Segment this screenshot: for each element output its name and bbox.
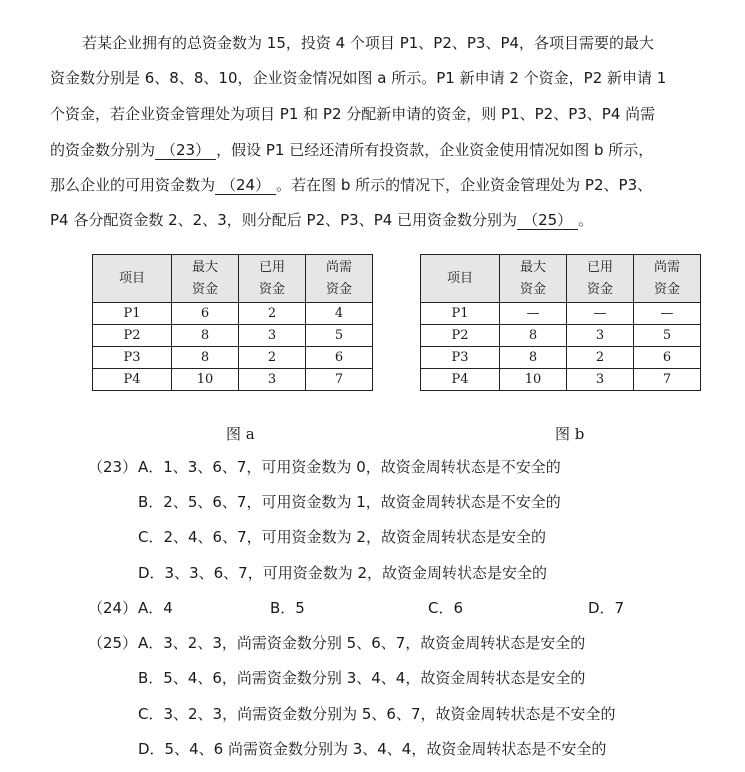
table-cell: 10 xyxy=(172,369,239,391)
table-cell: 6 xyxy=(306,347,373,369)
question-line-4 xyxy=(50,139,653,161)
table-cell: 3 xyxy=(239,325,306,347)
q24-option-a[interactable]: A．4 xyxy=(138,599,173,617)
q25-option-b[interactable]: B．5、4、6，尚需资金数分别 3、4、4，故资金周转状态是安全的 xyxy=(138,669,586,687)
table-row xyxy=(421,325,701,347)
header-used: 已用 资金 xyxy=(239,255,306,303)
question-line-6 xyxy=(50,209,593,231)
table-row xyxy=(421,369,701,391)
header-need: 尚需 资金 xyxy=(634,255,701,303)
q25-option-a[interactable]: A．3、2、3，尚需资金数分别 5、6、7，故资金周转状态是安全的 xyxy=(138,634,586,652)
table-cell: 2 xyxy=(567,347,634,369)
table-cell: P4 xyxy=(421,369,500,391)
table-cell: P3 xyxy=(93,347,172,369)
table-row xyxy=(93,369,373,391)
q23-option-c[interactable]: C．2、4、6、7，可用资金数为 2，故资金周转状态是安全的 xyxy=(138,528,546,546)
q23-option-b[interactable]: B．2、5、6、7，可用资金数为 1，故资金周转状态是不安全的 xyxy=(138,493,561,511)
table-cell: P1 xyxy=(93,303,172,325)
table-cell: 8 xyxy=(172,347,239,369)
blank-23: （23） xyxy=(155,141,216,160)
table-cell: P1 xyxy=(421,303,500,325)
line-4-text-start: 的资金数分别为 xyxy=(50,141,156,159)
table-row xyxy=(421,347,701,369)
question-line-3: 个资金，若企业资金管理处为项目 P1 和 P2 分配新申请的资金，则 P1、P2、P3、P4 尚需 xyxy=(50,105,656,123)
header-max: 最大 资金 xyxy=(172,255,239,303)
table-cell: — xyxy=(500,303,567,325)
table-cell: 3 xyxy=(567,369,634,391)
q24-number: （24） xyxy=(88,599,138,617)
header-project: 项目 xyxy=(421,255,500,303)
line-4-text-end: ，假设 P1 已经还清所有投资款，企业资金使用情况如图 b 所示， xyxy=(216,141,654,159)
line-5-text-end: 。若在图 b 所示的情况下，企业资金管理处为 P2、P3、 xyxy=(276,176,653,194)
caption-b: 图 b xyxy=(555,425,585,443)
table-a-header xyxy=(93,255,373,303)
q24-option-c[interactable]: C．6 xyxy=(428,599,464,617)
caption-a: 图 a xyxy=(226,425,255,443)
table-cell: 10 xyxy=(500,369,567,391)
table-cell: 4 xyxy=(306,303,373,325)
table-cell: P4 xyxy=(93,369,172,391)
table-cell: 7 xyxy=(306,369,373,391)
table-cell: 6 xyxy=(634,347,701,369)
table-row xyxy=(421,303,701,325)
question-line-5 xyxy=(50,174,652,196)
table-cell: 5 xyxy=(634,325,701,347)
q24-option-b[interactable]: B．5 xyxy=(270,599,305,617)
header-project: 项目 xyxy=(93,255,172,303)
question-line-2: 资金数分别是 6、8、8、10，企业资金情况如图 a 所示。P1 新申请 2 个资金，P2 新申请 1 xyxy=(50,69,667,87)
table-cell: 7 xyxy=(634,369,701,391)
q25-number: （25） xyxy=(88,634,138,652)
q25-option-d[interactable]: D．5、4、6 尚需资金数分别为 3、4、4，故资金周转状态是不安全的 xyxy=(138,740,607,758)
table-cell: 2 xyxy=(239,347,306,369)
table-cell: 3 xyxy=(239,369,306,391)
table-cell: 8 xyxy=(500,325,567,347)
table-row xyxy=(93,347,373,369)
header-max: 最大 资金 xyxy=(500,255,567,303)
table-row xyxy=(93,325,373,347)
table-cell: 2 xyxy=(239,303,306,325)
table-cell: P2 xyxy=(93,325,172,347)
table-cell: 8 xyxy=(172,325,239,347)
header-used: 已用 资金 xyxy=(567,255,634,303)
table-cell: 3 xyxy=(567,325,634,347)
table-row xyxy=(93,303,373,325)
table-a xyxy=(92,254,373,391)
line-6-text-start: P4 各分配资金数 2、2、3，则分配后 P2、P3、P4 已用资金数分别为 xyxy=(50,211,518,229)
blank-25: （25） xyxy=(517,211,578,230)
table-b-header xyxy=(421,255,701,303)
table-cell: — xyxy=(567,303,634,325)
table-cell: P3 xyxy=(421,347,500,369)
q24-option-d[interactable]: D．7 xyxy=(588,599,625,617)
q23-option-a[interactable]: A．1、3、6、7，可用资金数为 0，故资金周转状态是不安全的 xyxy=(138,458,561,476)
table-cell: — xyxy=(634,303,701,325)
q25-option-c[interactable]: C．3、2、3，尚需资金数分别为 5、6、7，故资金周转状态是不安全的 xyxy=(138,705,616,723)
table-b xyxy=(420,254,701,391)
table-cell: 8 xyxy=(500,347,567,369)
line-5-text-start: 那么企业的可用资金数为 xyxy=(50,176,216,194)
blank-24: （24） xyxy=(215,176,276,195)
header-need: 尚需 资金 xyxy=(306,255,373,303)
line-6-text-end: 。 xyxy=(578,211,594,229)
table-cell: 5 xyxy=(306,325,373,347)
table-cell: P2 xyxy=(421,325,500,347)
question-line-1: 若某企业拥有的总资金数为 15，投资 4 个项目 P1、P2、P3、P4，各项目需要的最大 xyxy=(82,34,655,52)
q23-option-d[interactable]: D．3、3、6、7，可用资金数为 2，故资金周转状态是安全的 xyxy=(138,564,548,582)
q23-number: （23） xyxy=(88,458,138,476)
table-cell: 6 xyxy=(172,303,239,325)
